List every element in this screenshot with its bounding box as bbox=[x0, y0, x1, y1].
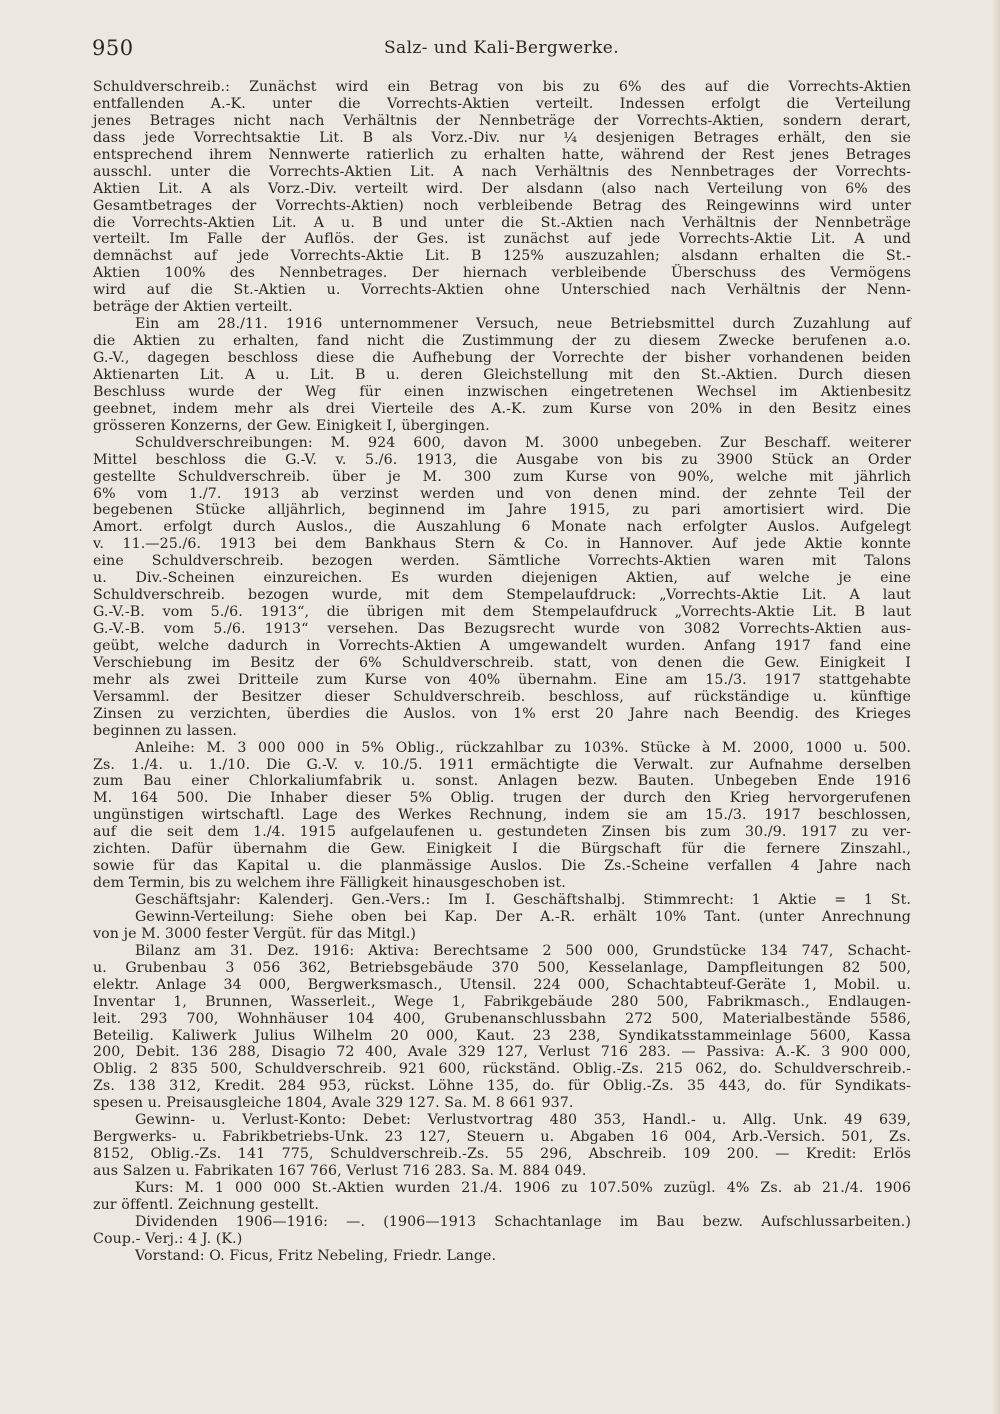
text-line: Aktienarten Lit. A u. Lit. B u. deren Gleichstellung mit den St.-Aktien. Durch diesen bbox=[93, 366, 911, 383]
section-line-anleihe: Anleihe: M. 3 000 000 in 5% Oblig., rückzahlbar zu 103%. Stücke à M. 2000, 1000 u. 500. bbox=[135, 739, 911, 756]
text-line: Inventar 1, Brunnen, Wasserleit., Wege 1, Fabrikgebäude 280 500, Fabrikmasch., Endlaugen- bbox=[93, 993, 911, 1010]
text-line: Schuldverschreib. bezogen wurde, mit dem Stempelaufdruck: „Vorrechts-Aktie Lit. A laut bbox=[93, 587, 911, 604]
text-line: dem Termin, bis zu welchem ihre Fälligkeit hinausgeschoben ist. bbox=[93, 875, 566, 892]
text-line: jenes Betrages nicht nach Verhältnis der Nennbeträge der Vorrechts-Aktien, sondern derart, bbox=[93, 112, 911, 129]
text-line: beträge der Aktien verteilt. bbox=[93, 299, 293, 316]
text-line: Mittel beschloss die G.-V. v. 5./6. 1913, die Ausgabe von bis zu 3900 Stück an Order bbox=[93, 451, 911, 468]
section-line-dividenden: Dividenden 1906—1916: —. (1906—1913 Schachtanlage im Bau bezw. Aufschlussarbeiten.) bbox=[135, 1213, 911, 1230]
text-line: beginnen zu lassen. bbox=[93, 722, 238, 739]
text-line: Zinsen zu verzichten, überdies die Auslos. von 1% erst 20 Jahre nach Beendig. des Krieges bbox=[93, 705, 911, 722]
text-line: zur öffentl. Zeichnung gestellt. bbox=[93, 1196, 319, 1213]
text-line: v. 11.—25./6. 1913 bei dem Bankhaus Stern & Co. in Hannover. Auf jede Aktie konnte bbox=[93, 536, 911, 553]
text-line: zum Bau einer Chlorkaliumfabrik u. sonst. Anlagen bezw. Bauten. Unbegeben Ende 1916 bbox=[93, 773, 911, 790]
section-line-geschaeftsjahr: Geschäftsjahr: Kalenderj. Gen.-Vers.: Im I. Geschäftshalbj. Stimmrecht: 1 Aktie = 1 St. bbox=[135, 892, 911, 908]
text-line: G.-V., dagegen beschloss diese die Aufhebung der Vorrechte der bisher vorhandenen beiden bbox=[93, 350, 911, 366]
text-line: 8152, Oblig.-Zs. 141 775, Schuldverschreib.-Zs. 55 296, Abschreib. 109 200. — Kredit: Erlös bbox=[93, 1146, 911, 1163]
text-line: u. Grubenbau 3 056 362, Betriebsgebäude 370 500, Kesselanlage, Dampfleitungen 82 500, bbox=[93, 959, 911, 976]
text-line: elektr. Anlage 34 000, Bergwerksmasch., Utensil. 224 000, Schachtabteuf-Geräte 1, Mobil. u. bbox=[93, 976, 911, 993]
text-line: eine Schuldverschreib. bezogen werden. Sämtliche Vorrechts-Aktien waren mit Talons bbox=[93, 553, 911, 570]
text-line: M. 164 500. Die Inhaber dieser 5% Oblig. trugen der durch den Krieg hervorgerufenen bbox=[93, 790, 911, 807]
text-line: Aktien 100% des Nennbetrages. Der hiernach verbleibende Überschuss des Vermögens bbox=[93, 265, 911, 282]
text-line: ungünstigen wirtschaftl. Lage des Werkes Rechnung, indem sie am 15./3. 1917 beschlossen, bbox=[93, 807, 911, 824]
section-line-gewinn-verteilung: Gewinn-Verteilung: Siehe oben bei Kap. Der A.-R. erhält 10% Tant. (unter Anrechnung bbox=[135, 908, 911, 925]
text-line: Oblig. 2 835 500, Schuldverschreib. 921 600, rückständ. Oblig.-Zs. 215 062, do. Schuldverschreib.- bbox=[93, 1061, 911, 1078]
text-line: zichten. Dafür übernahm die Gew. Einigkeit I die Bürgschaft für die fernere Zinszahl., bbox=[93, 841, 911, 858]
text-line: Beschluss wurde der Weg für einen inzwischen eingetretenen Wechsel im Aktienbesitz bbox=[93, 383, 911, 400]
running-header bbox=[92, 30, 912, 60]
text-line: aus Salzen u. Fabrikaten 167 766, Verlust 716 283. Sa. M. 884 049. bbox=[93, 1163, 587, 1179]
text-line: Verschiebung im Besitz der 6% Schuldverschreib. statt, von denen die Gew. Einigkeit I bbox=[93, 654, 911, 671]
text-line: Zs. 138 312, Kredit. 284 953, rückst. Löhne 135, do. für Oblig.-Zs. 35 443, do. für Syndikats- bbox=[93, 1078, 911, 1095]
text-line: 200, Debit. 136 288, Disagio 72 400, Avale 329 127, Verlust 716 283. — Passiva: A.-K. 3 900 000, bbox=[93, 1044, 911, 1061]
text-line: die Vorrechts-Aktien Lit. A u. B und unter die St.-Aktien nach Verhältnis der Nennbeträge bbox=[93, 214, 911, 231]
text-line: mehr als zwei Dritteile zum Kurse von 40% übernahm. Eine am 15./3. 1917 stattgehabte bbox=[93, 671, 911, 688]
text-line: begebenen Stücke alljährlich, beginnend im Jahre 1915, zu pari amortisiert wird. Die bbox=[93, 502, 911, 519]
page-number: 950 bbox=[92, 36, 134, 60]
text-line: Coup.- Verj.: 4 J. (K.) bbox=[93, 1230, 243, 1247]
section-line-kurs: Kurs: M. 1 000 000 St.-Aktien wurden 21./4. 1906 zu 107.50% zuzügl. 4% Zs. ab 21./4. 1906 bbox=[135, 1179, 911, 1196]
text-line: geübt, welche dadurch in Vorrechts-Aktien A umgewandelt wurden. Anfang 1917 fand eine bbox=[93, 637, 911, 654]
section-line-schuldverschreibungen: Schuldverschreibungen: M. 924 600, davon M. 3000 unbegeben. Zur Beschaff. weiterer bbox=[135, 434, 911, 451]
text-line: die Aktien zu erhalten, fand nicht die Zustimmung der zu diesem Zwecke berufenen a.o. bbox=[93, 333, 911, 350]
text-line: leit. 293 700, Wohnhäuser 104 400, Grubenanschlussbahn 272 500, Materialbestände 5586, bbox=[93, 1010, 911, 1027]
text-line: Gesamtbetrages der Vorrechts-Aktien) noch verbleibende Betrag des Reingewinns wird unter bbox=[93, 197, 911, 214]
text-line: entsprechend ihrem Nennwerte ratierlich zu erhalten hatte, während der Rest jenes Betrages bbox=[93, 146, 911, 163]
text-line: Versamml. der Besitzer dieser Schuldverschreib. beschloss, auf rückständige u. künftige bbox=[93, 688, 911, 705]
text-line: G.-V.-B. vom 5./6. 1913“ versehen. Das Bezugsrecht wurde von 3082 Vorrechts-Aktien aus- bbox=[93, 621, 911, 637]
scan-edge-shadow bbox=[992, 0, 1000, 1414]
text-line: Bergwerks- u. Fabrikbetriebs-Unk. 23 127, Steuern u. Abgaben 16 004, Arb.-Versich. 501, Zs. bbox=[93, 1129, 911, 1146]
text-line: von je M. 3000 fester Vergüt. für das Mitgl.) bbox=[93, 925, 416, 942]
text-line: u. Div.-Scheinen einzureichen. Es wurden diejenigen Aktien, auf welche je eine bbox=[93, 570, 911, 587]
text-line: 6% vom 1./7. 1913 ab verzinst werden und von denen mind. der zehnte Teil der bbox=[93, 485, 911, 502]
body-text bbox=[93, 79, 911, 1265]
text-line: Schuldverschreib.: Zunächst wird ein Betrag von bis zu 6% des auf die Vorrechts-Aktien bbox=[93, 79, 911, 95]
section-line-gewinn-verlust-konto: Gewinn- u. Verlust-Konto: Debet: Verlustvortrag 480 353, Handl.- u. Allg. Unk. 49 639, bbox=[135, 1112, 911, 1129]
running-title: Salz- und Kali-Bergwerke. bbox=[384, 38, 620, 58]
text-line: sowie für das Kapital u. die planmässige Auslos. Die Zs.-Scheine verfallen 4 Jahre nach bbox=[93, 858, 911, 875]
text-line: gestellte Schuldverschreib. über je M. 300 zum Kurse von 90%, welche mit jährlich bbox=[93, 468, 911, 485]
text-line: Zs. 1./4. u. 1./10. Die G.-V. v. 10./5. 1911 ermächtigte die Verwalt. zur Aufnahme derselben bbox=[93, 756, 911, 773]
section-line-bilanz: Bilanz am 31. Dez. 1916: Aktiva: Berechtsame 2 500 000, Grundstücke 134 747, Schacht- bbox=[135, 942, 911, 959]
text-line: ausschl. unter die Vorrechts-Aktien Lit. A nach Verhältnis des Nennbetrages der Vorrechts- bbox=[93, 163, 911, 180]
text-line: entfallenden A.-K. unter die Vorrechts-Aktien verteilt. Indessen erfolgt die Verteilung bbox=[93, 95, 911, 112]
text-line: geebnet, indem mehr als drei Vierteile des A.-K. zum Kurse von 20% in den Besitz eines bbox=[93, 400, 911, 417]
text-line: verteilt. Im Falle der Auflös. der Ges. ist zunächst auf jede Vorrechts-Aktie Lit. A und bbox=[93, 231, 911, 248]
text-line: Beteilig. Kaliwerk Julius Wilhelm 20 000, Kaut. 23 238, Syndikatsstammeinlage 5600, Kassa bbox=[93, 1027, 911, 1044]
text-line: demnächst auf jede Vorrechts-Aktie Lit. B 125% auszuzahlen; alsdann erhalten die St.- bbox=[93, 248, 911, 265]
text-line: auf die seit dem 1./4. 1915 aufgelaufenen u. gestundeten Zinsen bis zum 30./9. 1917 zu ver- bbox=[93, 824, 911, 841]
text-line: Aktien Lit. A als Vorz.-Div. verteilt wird. Der alsdann (also nach Verteilung von 6% des bbox=[93, 180, 911, 197]
text-line: dass jede Vorrechtsaktie Lit. B als Vorz.-Div. nur ¼ desjenigen Betrages erhält, den sie bbox=[93, 129, 911, 146]
text-line: Amort. erfolgt durch Auslos., die Auszahlung 6 Monate nach erfolgter Auslos. Aufgelegt bbox=[93, 519, 911, 536]
text-line: grösseren Konzerns, der Gew. Einigkeit I, übergingen. bbox=[93, 417, 490, 434]
text-line: Ein am 28./11. 1916 unternommener Versuch, neue Betriebsmittel durch Zuzahlung auf bbox=[135, 316, 911, 333]
text-line: spesen u. Preisausgleiche 1804, Avale 329 127. Sa. M. 8 661 937. bbox=[93, 1095, 574, 1112]
section-line-vorstand: Vorstand: O. Ficus, Fritz Nebeling, Friedr. Lange. bbox=[135, 1247, 497, 1264]
text-line: wird auf die St.-Aktien u. Vorrechts-Aktien ohne Unterschied nach Verhältnis der Nenn- bbox=[93, 282, 911, 299]
text-line: G.-V.-B. vom 5./6. 1913“, die übrigen mit dem Stempelaufdruck „Vorrechts-Aktie Lit. B laut bbox=[93, 604, 911, 621]
